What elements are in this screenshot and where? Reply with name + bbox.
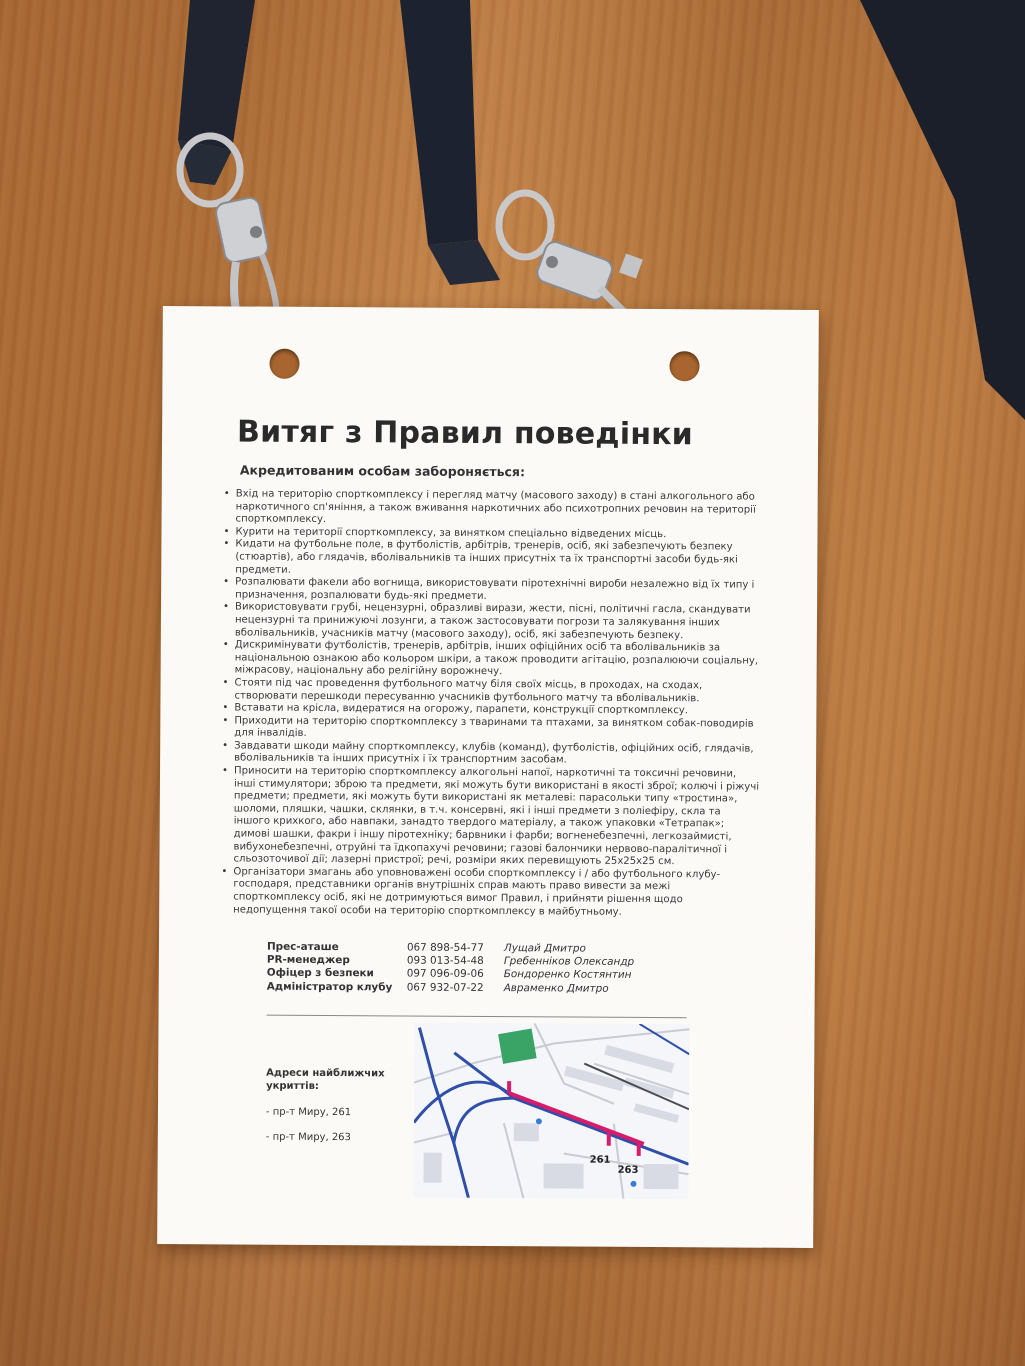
contact-name: Авраменко Дмитро <box>503 981 609 995</box>
contact-phone: 093 013-54-48 <box>406 954 484 968</box>
contact-name: Бондоренко Костянтин <box>503 968 632 982</box>
contact-role: Адміністратор клубу <box>266 980 393 994</box>
shelter-address-item: - пр-т Миру, 263 <box>265 1131 351 1144</box>
contact-role: Офіцер з безпеки <box>266 967 374 980</box>
rule-item: • Організатори змагань або уповноважені особи спорткомплексу і / або футбольного клубу-господаря, представники органів внутрішніх справ мають право вивести за межі спорткомплексу осіб, які не дотримуються вимог Правил, і прийняти рішення щодо недопущення такої особи на територію спорткомплексу в майбутньому. <box>221 866 759 920</box>
lanyard-strap-far-right <box>860 0 1025 420</box>
contact-phone: 067 932-07-22 <box>406 981 484 994</box>
rule-item: • Вхід на територію спорткомплексу і перегляд матчу (масового заходу) в стані алкогольного або наркотичного сп'яніння, а також вживання наркотичних або психотропних речовин на території спорткомплексу. <box>224 488 762 529</box>
shelter-addresses <box>266 1067 416 1144</box>
shelter-map <box>413 1023 689 1200</box>
stadium-field <box>498 1029 537 1064</box>
rule-item: • Використовувати грубі, нецензурні, образливі вирази, жести, пісні, політичні гасла, скандувати нецензурні та принижуючі лозунги, а також застосовувати погрози та залякування інших вболівальників, учасників матчу (масового заходу), осіб, які забезпечують безпеку. <box>223 602 761 643</box>
contact-name: Гребенніков Олександр <box>503 955 635 969</box>
rules-list <box>221 488 762 919</box>
contact-role: Прес-аташе <box>266 940 339 954</box>
rule-item: • Дискримінувати футболістів, тренерів, арбітрів, інших офіційних осіб та вболівальників за національною ознакою або кольором шкіри, а також проводити агітацію, розпалюючи соціальну, міжрасову, національну або релігійну ворожнечу. <box>223 640 761 681</box>
rule-item: • Приносити на територію спорткомплексу алкогольні напої, наркотичні та токсичні речовини, інші стимулятори; зброю та предмети, які можуть бути використані в якості зброї; колючі і ріжучі предмети; предмети, які можуть бути використані як металеві: парасольки типу «тростина», шоломи, пляшки, чашки, склянки, в т.ч. консервні, які і інші предмети з поліефіру, скла та іншого крихкого, або навпаки, занадто твердого матеріалу, а також упаковки «Тетрапак»; димові шашки, факри і іншу піротехніку; барвники і фарби; вогненебезпечні, легкозаймисті, вибухонебезпечні, отруйні та їдкопахучі речовини; газові балончики нервово-паралітичної і сльозоточивої дії; лазерні пристрої; речі, розміри яких перевищують 25х25х25 см. <box>221 765 760 869</box>
contact-phone: 097 096-09-06 <box>406 967 484 981</box>
map-label-261: 261 <box>589 1154 611 1166</box>
map-graphic <box>413 1023 689 1200</box>
contact-row <box>267 980 687 996</box>
rule-item: • Кидати на футбольне поле, в футболістів, арбітрів, тренерів, осіб, які забезпечують безпеку (стюартів), або глядачів, вболівальників та інших присутніх та їх транспортні засоби будь-які предмети. <box>223 539 761 580</box>
rule-item: • Вставати на крісла, видератися на огорожу, парапети, конструкції спорткомплексу. <box>222 702 760 718</box>
rule-item: • Завдавати шкоди майну спорткомплексу, клубів (команд), футболістів, офіційних осіб, глядачів, вболівальників та інших присутніх і їх транспортним засобам. <box>222 740 760 768</box>
contact-phone: 067 898-54-77 <box>406 941 484 954</box>
card-hole-left <box>269 349 299 379</box>
lanyard-strap-right <box>400 0 478 245</box>
lanyard-strap-left <box>178 0 255 150</box>
card-hole-right <box>669 351 699 381</box>
divider <box>267 1015 687 1019</box>
contact-role: PR-менеджер <box>266 953 350 967</box>
road <box>639 1024 689 1054</box>
shelter-address-item: - пр-т Миру, 261 <box>265 1106 352 1119</box>
rule-item: • Курити на території спорткомплексу, за винятком спеціально відведених місць. <box>223 526 761 542</box>
shelter-title: Адреси найближчих укриттів: <box>266 1067 385 1092</box>
map-label-263: 263 <box>617 1164 639 1176</box>
rule-item: • Розпалювати факели або вогнища, використовувати піротехнічні вироби незалежно від їх типу і призначення, розпалювати будь-які предмети. <box>223 577 761 605</box>
card-subtitle: Акредитованим особам забороняється: <box>239 462 526 480</box>
rule-item: • Стояти під час проведення футбольного матчу біля своїх місць, в проходах, на сходах, створювати перешкоди пересуванню учасників футбольного матчу та вболівальників. <box>222 677 760 705</box>
contacts-table <box>267 941 687 996</box>
rule-item: • Приходити на територію спорткомплексу з тваринами та птахами, за винятком собак-поводирів для інвалідів. <box>222 715 760 743</box>
card-title: Витяг з Правил поведінки <box>236 414 694 453</box>
road <box>454 1098 514 1143</box>
accreditation-card <box>157 306 819 1248</box>
contact-name: Лущай Дмитро <box>503 942 586 955</box>
